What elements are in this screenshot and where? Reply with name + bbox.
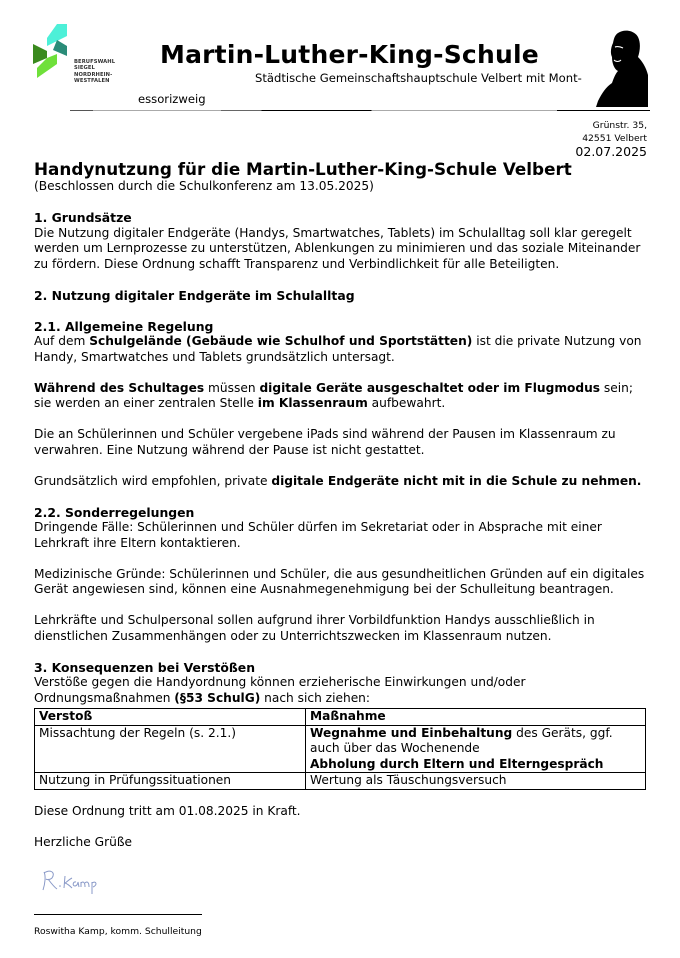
section-heading: 2. Nutzung digitaler Endgeräte im Schulalltag bbox=[34, 287, 355, 303]
closing-greeting: Herzliche Grüße bbox=[34, 834, 132, 849]
section-heading: 2.2. Sonderregelungen bbox=[34, 504, 195, 520]
school-name: Martin-Luther-King-Schule bbox=[160, 40, 539, 69]
section-sonderregelungen bbox=[34, 505, 654, 645]
effective-date-statement: Diese Ordnung tritt am 01.08.2025 in Kraft. bbox=[34, 803, 301, 818]
text: müssen bbox=[204, 380, 260, 395]
bold-text: Schulgelände (Gebäude wie Schulhof und Sportstätten) bbox=[89, 334, 473, 348]
portrait-silhouette-icon bbox=[596, 27, 648, 107]
document-subtitle: (Beschlossen durch die Schulkonferenz am 13.05.2025) bbox=[34, 179, 374, 193]
logo-label-line: NORDRHEIN- bbox=[74, 71, 113, 78]
header-divider bbox=[70, 110, 650, 111]
paragraph: Dringende Fälle: Schülerinnen und Schüler dürfen im Sekretariat oder in Absprache mit einer Lehrkraft ihre Eltern kontaktieren. bbox=[34, 520, 602, 550]
table-cell-measure: Wertung als Täuschungsversuch bbox=[306, 773, 646, 790]
logo-shape-teal-dark bbox=[53, 40, 67, 56]
table-cell-measure bbox=[306, 725, 646, 773]
document-date: 02.07.2025 bbox=[575, 144, 647, 159]
table-cell-violation: Nutzung in Prüfungssituationen bbox=[35, 773, 306, 790]
school-subtitle-line2: essorizweig bbox=[138, 92, 206, 106]
consequences-table bbox=[34, 708, 646, 790]
bold-text: digitale Endgeräte nicht mit in die Schule zu nehmen. bbox=[271, 473, 642, 488]
handwritten-signature bbox=[40, 866, 110, 896]
document-title: Handynutzung für die Martin-Luther-King-Schule Velbert bbox=[34, 159, 572, 179]
column-header-verstoss: Verstoß bbox=[35, 709, 306, 726]
section-text: Die Nutzung digitaler Endgeräte (Handys, Smartwatches, Tablets) im Schulalltag soll klar geregelt werden um Lernprozesse zu unterstützen, Ablenkungen zu minimieren und das soziale Miteinander zu fördern. Diese Ordnung schafft Transparenz und Verbindlichkeit für alle Beteiligten. bbox=[34, 225, 641, 271]
text: des Geräts, ggf. auch über das Wochenende bbox=[310, 725, 613, 755]
text: Auf dem bbox=[34, 334, 90, 348]
logo-label-line: SIEGEL bbox=[74, 65, 95, 72]
bold-text: digitale Geräte ausgeschaltet oder im Flugmodus bbox=[259, 380, 601, 395]
table-header-row bbox=[35, 709, 646, 726]
text: ist die private Nutzung von Handy, Smartwatches und Tablets grundsätzlich untersagt. bbox=[34, 334, 642, 364]
column-header-massnahme: Maßnahme bbox=[306, 709, 646, 726]
section-grundsaetze bbox=[34, 210, 654, 272]
bold-text: im Klassenraum bbox=[257, 396, 368, 410]
paragraph bbox=[34, 381, 654, 412]
document-body bbox=[34, 159, 654, 850]
signer-name: Roswitha Kamp, komm. Schulleitung bbox=[34, 926, 202, 937]
table-cell-violation: Missachtung der Regeln (s. 2.1.) bbox=[35, 725, 306, 773]
school-address bbox=[582, 120, 647, 145]
section-heading: 3. Konsequenzen bei Verstößen bbox=[34, 659, 256, 675]
bold-text: (§53 SchulG) bbox=[174, 690, 261, 705]
text: aufbewahrt. bbox=[367, 396, 446, 410]
text: nach sich ziehen: bbox=[260, 690, 371, 705]
logo-label bbox=[74, 59, 115, 84]
berufswahl-siegel-logo bbox=[33, 24, 71, 78]
text: Verstöße gegen die Handyordnung können erzieherische Einwirkungen und/oder Ordnungsmaßnahmen bbox=[34, 675, 526, 705]
bold-text: Wegnahme und Einbehaltung bbox=[310, 725, 513, 740]
school-subtitle-line1: Städtische Gemeinschaftshauptschule Velbert mit Mont- bbox=[255, 71, 582, 85]
address-street: Grünstr. 35, bbox=[592, 120, 647, 131]
section-konsequenzen bbox=[34, 660, 654, 790]
text: Grundsätzlich wird empfohlen, private bbox=[34, 473, 272, 488]
paragraph: Die an Schülerinnen und Schüler vergebene iPads sind während der Pausen im Klassenraum zu verwahren. Eine Nutzung während der Pause ist nicht gestattet. bbox=[34, 427, 616, 457]
paragraph bbox=[34, 675, 654, 706]
bold-text: Während des Schultages bbox=[34, 380, 205, 395]
section-allgemeine-regelung bbox=[34, 319, 654, 490]
table-row bbox=[35, 725, 646, 773]
logo-label-line: BERUFSWAHL bbox=[74, 59, 116, 65]
section-nutzung bbox=[34, 288, 654, 304]
text: sein; sie werden an einer zentralen Stelle bbox=[34, 380, 633, 410]
paragraph: Lehrkräfte und Schulpersonal sollen aufgrund ihrer Vorbildfunktion Handys ausschließlich in dienstlichen Zusammenhängen oder zu Unterrichtszwecken im Klassenraum nutzen. bbox=[34, 613, 595, 643]
section-heading: 1. Grundsätze bbox=[34, 210, 132, 225]
logo-label-line: WESTFALEN bbox=[74, 77, 110, 84]
paragraph: Medizinische Gründe: Schülerinnen und Schüler, die aus gesundheitlichen Gründen auf ein digitales Gerät angewiesen sind, können eine Ausnahmegenehmigung bei der Schulleitung beantragen. bbox=[34, 566, 645, 596]
bold-text: Abholung durch Eltern und Elterngespräch bbox=[310, 756, 604, 771]
address-city: 42551 Velbert bbox=[582, 132, 647, 144]
table-row bbox=[35, 773, 646, 790]
section-heading: 2.1. Allgemeine Regelung bbox=[34, 318, 214, 334]
signature-line bbox=[34, 914, 202, 915]
paragraph bbox=[34, 474, 654, 490]
paragraph bbox=[34, 334, 654, 365]
